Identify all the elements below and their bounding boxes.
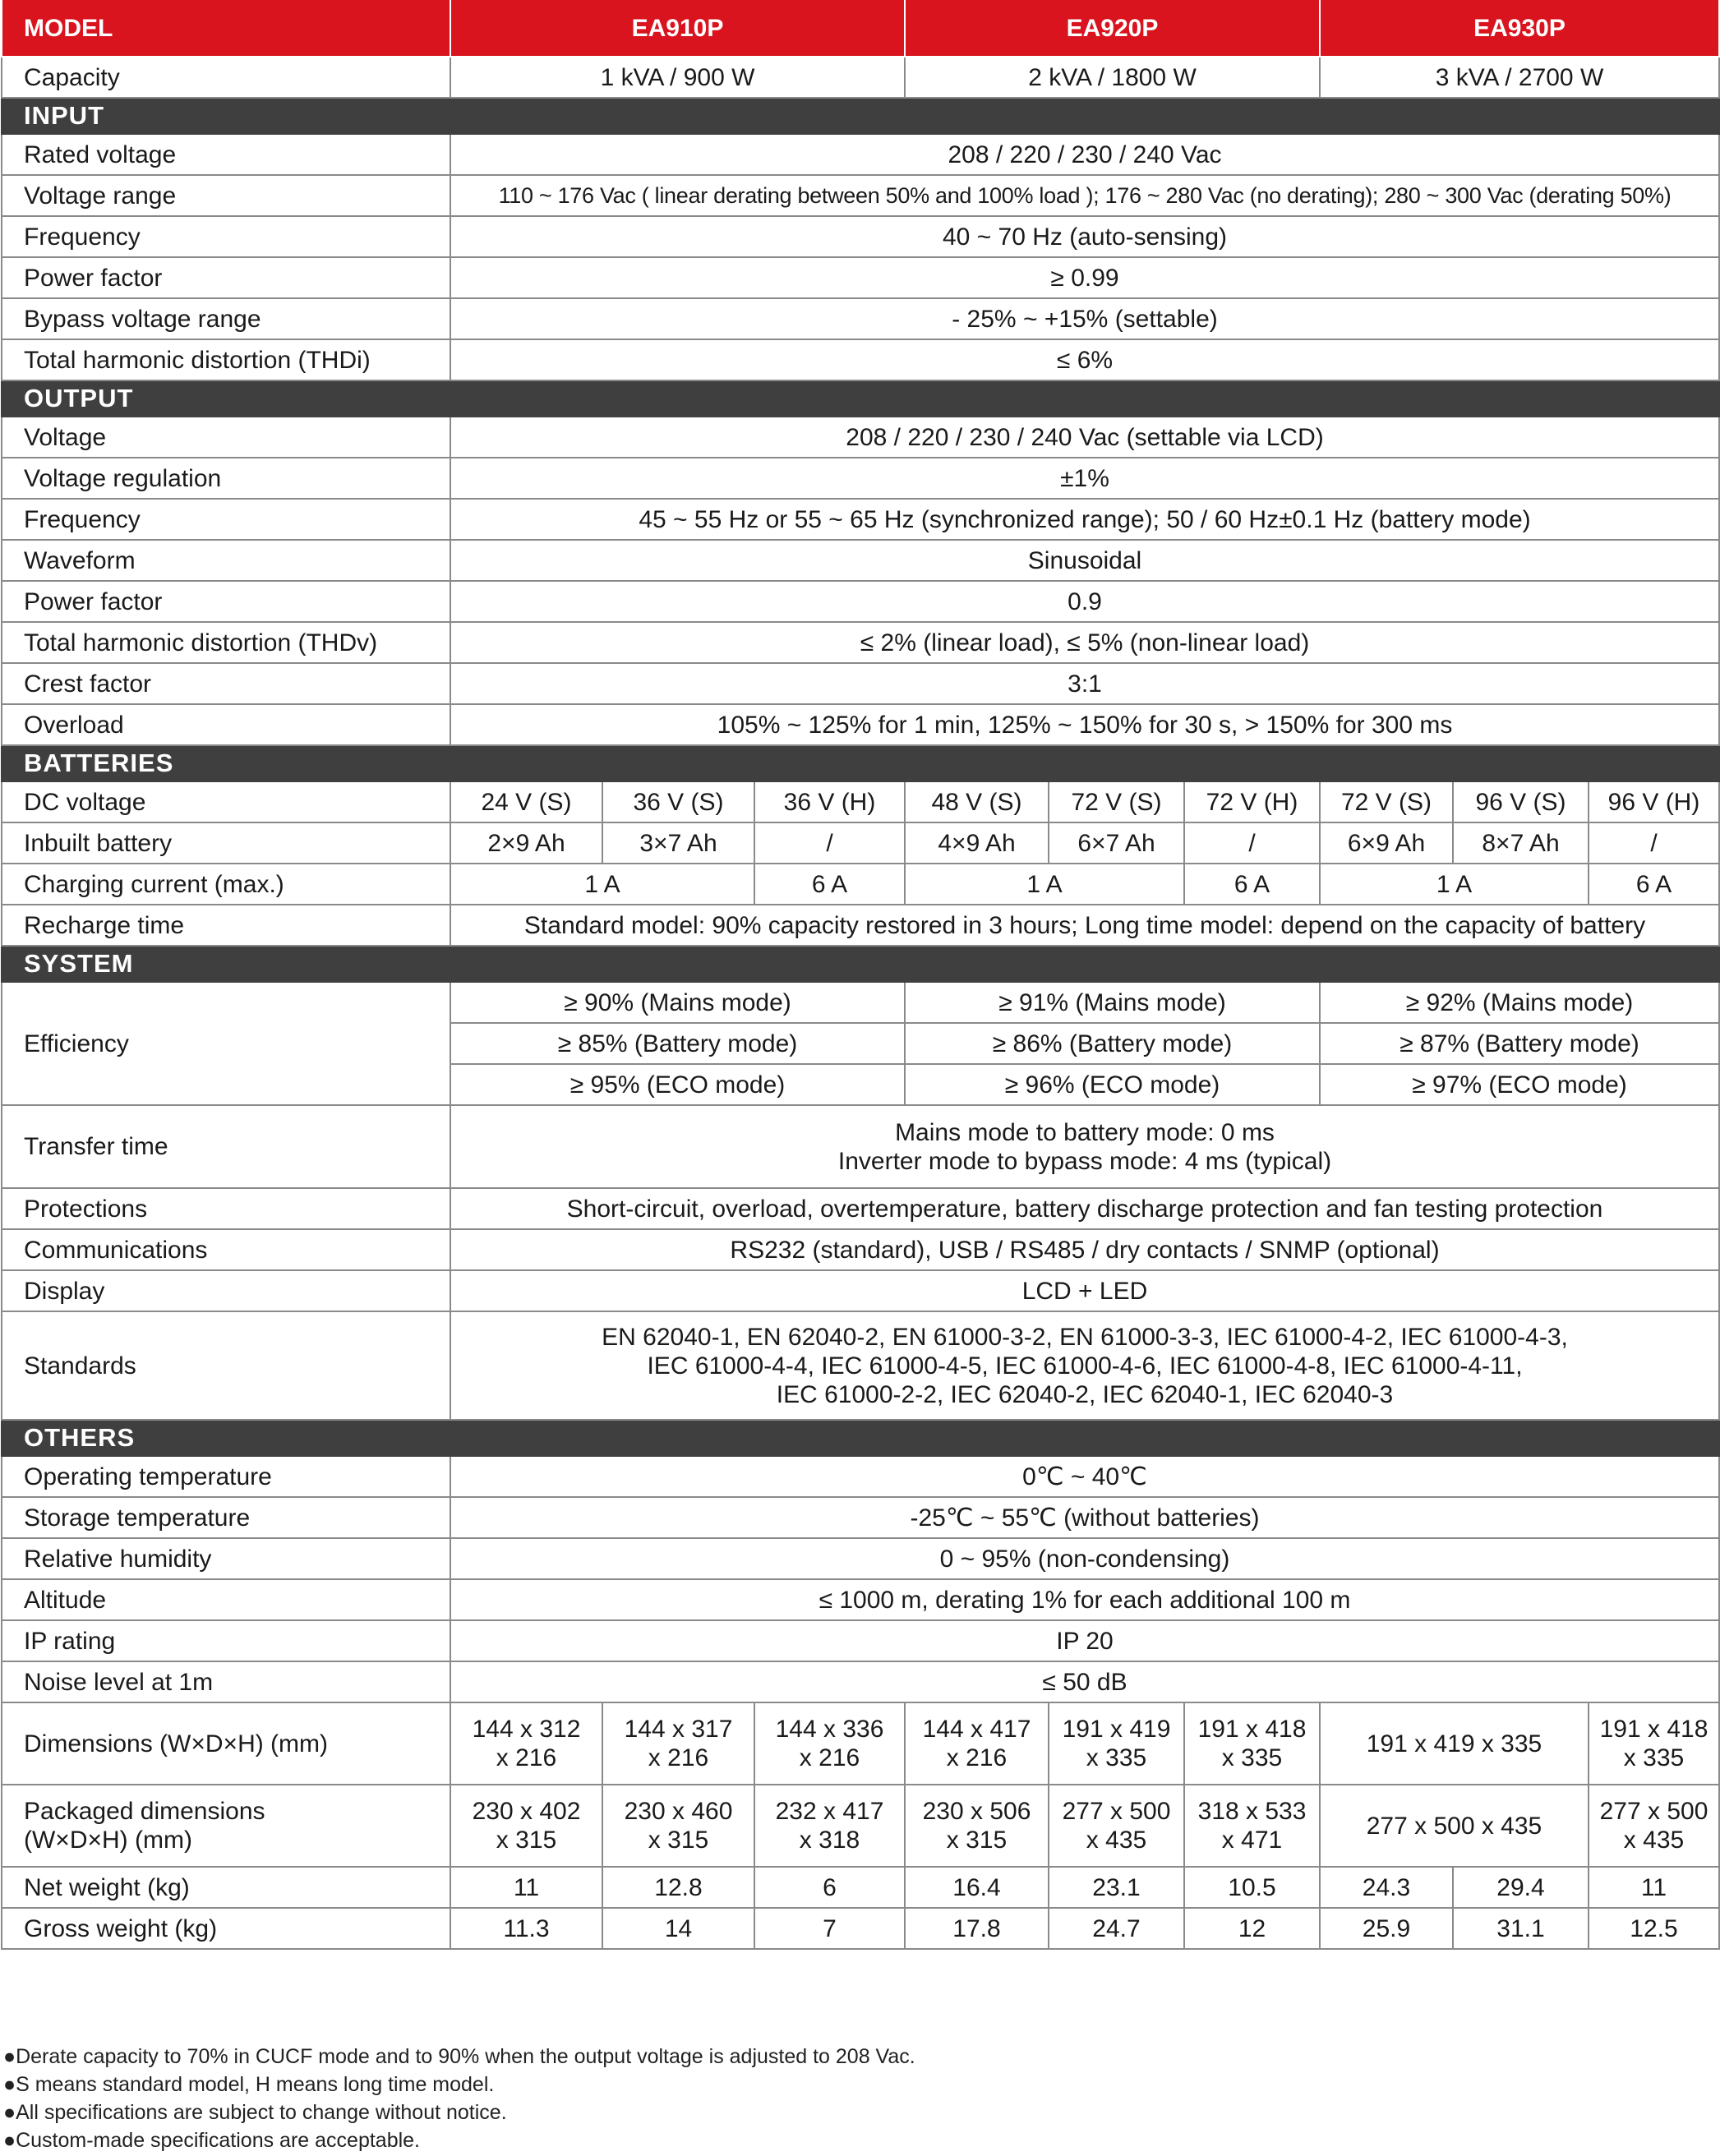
standards-value — [450, 1311, 1719, 1420]
weight-cell: 11 — [450, 1867, 602, 1908]
dimension-cell — [1049, 1785, 1184, 1867]
dimension-cell — [754, 1702, 905, 1785]
inbuilt-battery-cell: 6×7 Ah — [1049, 822, 1184, 864]
spec-label: Waveform — [2, 540, 450, 581]
spec-label: Voltage regulation — [2, 458, 450, 499]
dimensions-row — [2, 1702, 1719, 1785]
spec-value: ±1% — [450, 458, 1719, 499]
spec-value: ≤ 50 dB — [450, 1661, 1719, 1702]
dim-line: x 315 — [648, 1827, 709, 1854]
spec-row — [2, 663, 1719, 704]
spec-value: -25℃ ~ 55℃ (without batteries) — [450, 1497, 1719, 1538]
spec-value: 0.9 — [450, 581, 1719, 622]
spec-label: Charging current (max.) — [2, 864, 450, 905]
spec-label: Power factor — [2, 257, 450, 298]
dimension-cell — [754, 1785, 905, 1867]
section-title: INPUT — [2, 98, 1719, 134]
dc-voltage-cell: 96 V (S) — [1453, 781, 1589, 822]
spec-value: ≤ 1000 m, derating 1% for each additional 100 m — [450, 1579, 1719, 1620]
spec-row — [2, 704, 1719, 745]
dim-line: x 315 — [496, 1827, 557, 1854]
standards-line: IEC 61000-4-4, IEC 61000-4-5, IEC 61000-4-6, IEC 61000-4-8, IEC 61000-4-11, — [647, 1352, 1523, 1380]
spec-label: Dimensions (W×D×H) (mm) — [2, 1702, 450, 1785]
charging-current-cell: 6 A — [1184, 864, 1320, 905]
spec-value: Standard model: 90% capacity restored in 3 hours; Long time model: depend on the capacity of battery — [450, 905, 1719, 946]
dim-line: 191 x 419 — [1062, 1716, 1171, 1743]
section-title: OUTPUT — [2, 380, 1719, 417]
spec-value: 208 / 220 / 230 / 240 Vac (settable via LCD) — [450, 417, 1719, 458]
net-weight-row — [2, 1867, 1719, 1908]
capacity-label: Capacity — [2, 57, 450, 98]
spec-label: Display — [2, 1270, 450, 1311]
spec-label: Storage temperature — [2, 1497, 450, 1538]
spec-label: Inbuilt battery — [2, 822, 450, 864]
dim-line: 144 x 317 — [624, 1716, 733, 1743]
weight-cell: 12.8 — [602, 1867, 754, 1908]
spec-label: IP rating — [2, 1620, 450, 1661]
spec-row — [2, 1188, 1719, 1229]
weight-cell: 23.1 — [1049, 1867, 1184, 1908]
spec-value: 0℃ ~ 40℃ — [450, 1456, 1719, 1497]
spec-label: Bypass voltage range — [2, 298, 450, 339]
spec-label: Net weight (kg) — [2, 1867, 450, 1908]
spec-value: ≤ 6% — [450, 339, 1719, 380]
dimension-cell — [1184, 1785, 1320, 1867]
weight-cell: 16.4 — [905, 1867, 1049, 1908]
spec-label: DC voltage — [2, 781, 450, 822]
model-ea920p: EA920P — [905, 0, 1320, 57]
dc-voltage-cell: 24 V (S) — [450, 781, 602, 822]
spec-value: LCD + LED — [450, 1270, 1719, 1311]
dim-line: 232 x 417 — [775, 1798, 884, 1825]
dimension-cell — [1589, 1785, 1719, 1867]
spec-row — [2, 1497, 1719, 1538]
footnotes — [3, 2043, 915, 2154]
label-line: (W×D×H) (mm) — [24, 1827, 192, 1854]
spec-label: Frequency — [2, 499, 450, 540]
spec-label: Operating temperature — [2, 1456, 450, 1497]
weight-cell: 24.7 — [1049, 1908, 1184, 1949]
inbuilt-battery-cell: / — [1184, 822, 1320, 864]
standards-row — [2, 1311, 1719, 1420]
dimension-cell — [1320, 1785, 1589, 1867]
inbuilt-battery-cell: 4×9 Ah — [905, 822, 1049, 864]
capacity-row — [2, 57, 1719, 98]
transfer-time-value — [450, 1105, 1719, 1188]
spec-label: Altitude — [2, 1579, 450, 1620]
model-ea910p: EA910P — [450, 0, 905, 57]
spec-value: RS232 (standard), USB / RS485 / dry contacts / SNMP (optional) — [450, 1229, 1719, 1270]
spec-row — [2, 1229, 1719, 1270]
spec-value: Short-circuit, overload, overtemperature, battery discharge protection and fan testing protection — [450, 1188, 1719, 1229]
spec-row — [2, 540, 1719, 581]
spec-row — [2, 339, 1719, 380]
spec-row — [2, 257, 1719, 298]
dim-line: x 318 — [799, 1827, 860, 1854]
dimension-cell — [905, 1785, 1049, 1867]
dimension-cell — [450, 1702, 602, 1785]
section-input — [2, 98, 1719, 134]
dimension-cell — [602, 1785, 754, 1867]
spec-value: IP 20 — [450, 1620, 1719, 1661]
dc-voltage-cell: 36 V (S) — [602, 781, 754, 822]
charging-current-cell: 6 A — [1589, 864, 1719, 905]
inbuilt-battery-cell: / — [1589, 822, 1719, 864]
inbuilt-battery-cell: 6×9 Ah — [1320, 822, 1453, 864]
weight-cell: 17.8 — [905, 1908, 1049, 1949]
spec-row — [2, 1456, 1719, 1497]
weight-cell: 12.5 — [1589, 1908, 1719, 1949]
dimension-cell — [602, 1702, 754, 1785]
spec-value: ≤ 2% (linear load), ≤ 5% (non-linear load) — [450, 622, 1719, 663]
dim-line: 230 x 460 — [624, 1798, 733, 1825]
spec-label: Efficiency — [2, 982, 450, 1105]
weight-cell: 10.5 — [1184, 1867, 1320, 1908]
section-others — [2, 1420, 1719, 1456]
dim-line: x 335 — [1221, 1744, 1283, 1771]
dim-line: x 335 — [1086, 1744, 1147, 1771]
section-title: BATTERIES — [2, 745, 1719, 781]
efficiency-cell: ≥ 97% (ECO mode) — [1320, 1064, 1719, 1105]
efficiency-cell: ≥ 96% (ECO mode) — [905, 1064, 1320, 1105]
section-batteries — [2, 745, 1719, 781]
spec-label: Recharge time — [2, 905, 450, 946]
spec-row — [2, 134, 1719, 175]
weight-cell: 29.4 — [1453, 1867, 1589, 1908]
efficiency-cell: ≥ 95% (ECO mode) — [450, 1064, 905, 1105]
standards-line: IEC 61000-2-2, IEC 62040-2, IEC 62040-1, IEC 62040-3 — [776, 1380, 1394, 1408]
weight-cell: 25.9 — [1320, 1908, 1453, 1949]
spec-label: Power factor — [2, 581, 450, 622]
dim-line: 191 x 418 — [1599, 1716, 1708, 1743]
dim-line: 277 x 500 — [1599, 1798, 1708, 1825]
spec-value: 40 ~ 70 Hz (auto-sensing) — [450, 216, 1719, 257]
spec-label: Communications — [2, 1229, 450, 1270]
dim-line: 230 x 402 — [472, 1798, 581, 1825]
inbuilt-battery-cell: 2×9 Ah — [450, 822, 602, 864]
inbuilt-battery-cell: 8×7 Ah — [1453, 822, 1589, 864]
capacity-value: 3 kVA / 2700 W — [1320, 57, 1719, 98]
spec-row — [2, 1270, 1719, 1311]
spec-value: 110 ~ 176 Vac ( linear derating between 50% and 100% load ); 176 ~ 280 Vac (no derating); 280 ~ 300 Vac (derating 50%) — [450, 175, 1719, 216]
spec-row — [2, 1620, 1719, 1661]
dim-line: 277 x 500 — [1062, 1798, 1171, 1825]
footnote: ●All specifications are subject to change without notice. — [3, 2101, 507, 2124]
dim-line: 277 x 500 x 435 — [1366, 1812, 1542, 1840]
spec-label: Transfer time — [2, 1105, 450, 1188]
footnote: ●Derate capacity to 70% in CUCF mode and to 90% when the output voltage is adjusted to 208 Vac. — [3, 2045, 915, 2068]
section-title: SYSTEM — [2, 946, 1719, 982]
standards-line: EN 62040-1, EN 62040-2, EN 61000-3-2, EN 61000-3-3, IEC 61000-4-2, IEC 61000-4-3, — [602, 1323, 1568, 1351]
model-ea930p: EA930P — [1320, 0, 1719, 57]
spec-value: - 25% ~ +15% (settable) — [450, 298, 1719, 339]
dim-line: x 435 — [1623, 1827, 1685, 1854]
spec-value: Sinusoidal — [450, 540, 1719, 581]
spec-row — [2, 417, 1719, 458]
spec-row — [2, 1579, 1719, 1620]
footnote: ●S means standard model, H means long time model. — [3, 2073, 495, 2096]
weight-cell: 6 — [754, 1867, 905, 1908]
spec-row — [2, 458, 1719, 499]
dim-line: x 216 — [946, 1744, 1008, 1771]
header-row — [2, 0, 1719, 57]
inbuilt-battery-row — [2, 822, 1719, 864]
spec-label: Gross weight (kg) — [2, 1908, 450, 1949]
footnote: ●Custom-made specifications are acceptable. — [3, 2129, 421, 2152]
efficiency-row — [2, 982, 1719, 1023]
section-system — [2, 946, 1719, 982]
spec-label: Crest factor — [2, 663, 450, 704]
inbuilt-battery-cell: 3×7 Ah — [602, 822, 754, 864]
transfer-line: Mains mode to battery mode: 0 ms — [895, 1118, 1275, 1146]
inbuilt-battery-cell: / — [754, 822, 905, 864]
charging-current-cell: 1 A — [905, 864, 1184, 905]
spec-row — [2, 1661, 1719, 1702]
dc-voltage-cell: 72 V (H) — [1184, 781, 1320, 822]
dc-voltage-cell: 72 V (S) — [1049, 781, 1184, 822]
spec-label: Total harmonic distortion (THDv) — [2, 622, 450, 663]
weight-cell: 24.3 — [1320, 1867, 1453, 1908]
transfer-line: Inverter mode to bypass mode: 4 ms (typical) — [837, 1147, 1332, 1175]
efficiency-cell: ≥ 90% (Mains mode) — [450, 982, 905, 1023]
dim-line: x 216 — [496, 1744, 557, 1771]
spec-label: Protections — [2, 1188, 450, 1229]
weight-cell: 12 — [1184, 1908, 1320, 1949]
section-output — [2, 380, 1719, 417]
dim-line: 230 x 506 — [922, 1798, 1031, 1825]
dc-voltage-cell: 48 V (S) — [905, 781, 1049, 822]
spec-value: ≥ 0.99 — [450, 257, 1719, 298]
spec-label: Rated voltage — [2, 134, 450, 175]
spec-label — [2, 1785, 450, 1867]
spec-label: Overload — [2, 704, 450, 745]
spec-value: 0 ~ 95% (non-condensing) — [450, 1538, 1719, 1579]
dim-line: x 216 — [799, 1744, 860, 1771]
efficiency-cell: ≥ 87% (Battery mode) — [1320, 1023, 1719, 1064]
dim-line: 144 x 417 — [922, 1716, 1031, 1743]
spec-row — [2, 216, 1719, 257]
spec-value: 105% ~ 125% for 1 min, 125% ~ 150% for 30 s, > 150% for 300 ms — [450, 704, 1719, 745]
spec-row — [2, 581, 1719, 622]
efficiency-cell: ≥ 91% (Mains mode) — [905, 982, 1320, 1023]
dc-voltage-cell: 96 V (H) — [1589, 781, 1719, 822]
packaged-dimensions-row — [2, 1785, 1719, 1867]
charging-current-cell: 1 A — [450, 864, 754, 905]
weight-cell: 7 — [754, 1908, 905, 1949]
dim-line: x 471 — [1221, 1827, 1283, 1854]
dimension-cell — [1589, 1702, 1719, 1785]
dc-voltage-cell: 72 V (S) — [1320, 781, 1453, 822]
spec-label: Frequency — [2, 216, 450, 257]
weight-cell: 11 — [1589, 1867, 1719, 1908]
dim-line: 191 x 419 x 335 — [1366, 1730, 1542, 1758]
dim-line: x 435 — [1086, 1827, 1147, 1854]
spec-label: Relative humidity — [2, 1538, 450, 1579]
spec-value: 45 ~ 55 Hz or 55 ~ 65 Hz (synchronized range); 50 / 60 Hz±0.1 Hz (battery mode) — [450, 499, 1719, 540]
spec-row — [2, 175, 1719, 216]
charging-current-cell: 1 A — [1320, 864, 1589, 905]
spec-table — [1, 0, 1720, 1950]
spec-label: Voltage — [2, 417, 450, 458]
dim-line: 144 x 336 — [775, 1716, 884, 1743]
weight-cell: 14 — [602, 1908, 754, 1949]
spec-value: 3:1 — [450, 663, 1719, 704]
spec-row — [2, 622, 1719, 663]
spec-row — [2, 499, 1719, 540]
capacity-value: 2 kVA / 1800 W — [905, 57, 1320, 98]
dim-line: x 315 — [946, 1827, 1008, 1854]
gross-weight-row — [2, 1908, 1719, 1949]
spec-row — [2, 298, 1719, 339]
dim-line: x 216 — [648, 1744, 709, 1771]
dimension-cell — [1184, 1702, 1320, 1785]
label-line: Packaged dimensions — [24, 1798, 265, 1825]
spec-label: Standards — [2, 1311, 450, 1420]
efficiency-cell: ≥ 92% (Mains mode) — [1320, 982, 1719, 1023]
dc-voltage-cell: 36 V (H) — [754, 781, 905, 822]
recharge-time-row — [2, 905, 1719, 946]
dim-line: x 335 — [1623, 1744, 1685, 1771]
spec-row — [2, 1538, 1719, 1579]
dc-voltage-row — [2, 781, 1719, 822]
dimension-cell — [905, 1702, 1049, 1785]
spec-label: Voltage range — [2, 175, 450, 216]
dimension-cell — [1320, 1702, 1589, 1785]
weight-cell: 11.3 — [450, 1908, 602, 1949]
charging-current-cell: 6 A — [754, 864, 905, 905]
dim-line: 191 x 418 — [1197, 1716, 1307, 1743]
dim-line: 318 x 533 — [1197, 1798, 1307, 1825]
spec-value: 208 / 220 / 230 / 240 Vac — [450, 134, 1719, 175]
spec-label: Total harmonic distortion (THDi) — [2, 339, 450, 380]
efficiency-cell: ≥ 85% (Battery mode) — [450, 1023, 905, 1064]
dimension-cell — [1049, 1702, 1184, 1785]
charging-current-row — [2, 864, 1719, 905]
efficiency-cell: ≥ 86% (Battery mode) — [905, 1023, 1320, 1064]
section-title: OTHERS — [2, 1420, 1719, 1456]
capacity-value: 1 kVA / 900 W — [450, 57, 905, 98]
dim-line: 144 x 312 — [472, 1716, 581, 1743]
weight-cell: 31.1 — [1453, 1908, 1589, 1949]
spec-label: Noise level at 1m — [2, 1661, 450, 1702]
dimension-cell — [450, 1785, 602, 1867]
transfer-time-row — [2, 1105, 1719, 1188]
model-label: MODEL — [2, 0, 450, 57]
